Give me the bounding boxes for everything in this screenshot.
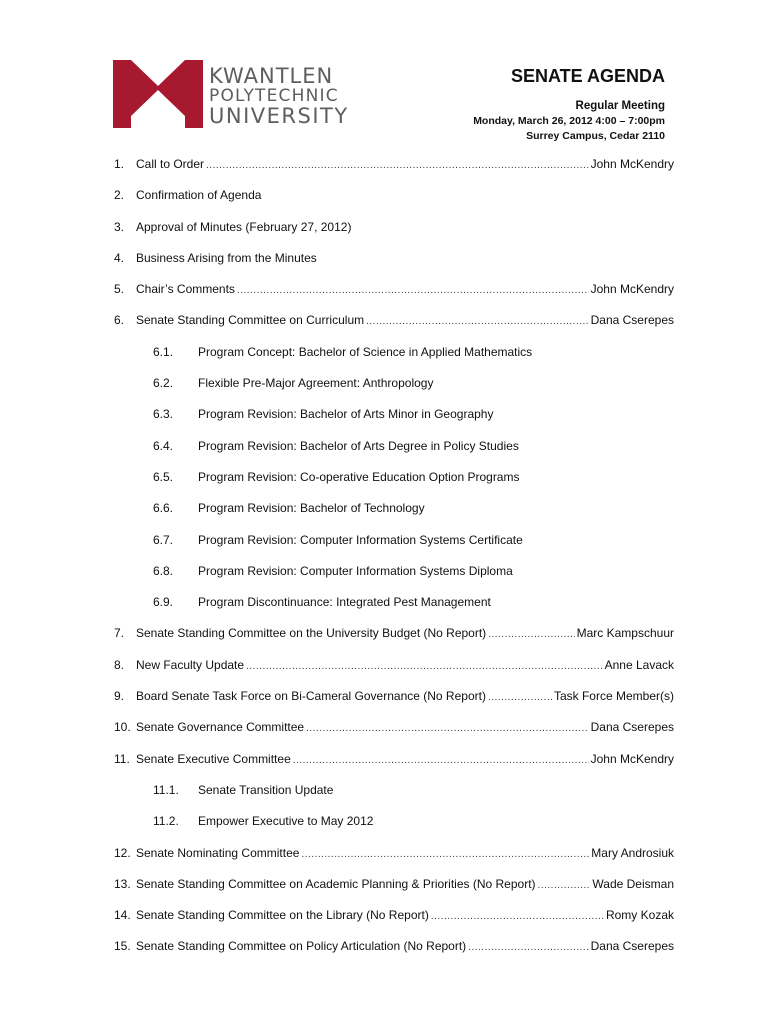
- agenda-item: [114, 624, 674, 655]
- agenda-item-title: Senate Nominating Committee: [136, 845, 300, 860]
- agenda-item-title: Business Arising from the Minutes: [136, 250, 317, 265]
- agenda-item-title: Program Revision: Bachelor of Arts Degree in Policy Studies: [198, 438, 519, 453]
- agenda-item-line: [136, 937, 674, 957]
- agenda-item: [114, 906, 674, 937]
- agenda-item-presenter: Mary Androsiuk: [591, 845, 674, 860]
- agenda-item-line: [198, 405, 674, 423]
- agenda-item: [114, 687, 674, 718]
- agenda-item-title: Program Revision: Bachelor of Arts Minor in Geography: [198, 407, 494, 422]
- meeting-type: Regular Meeting: [575, 100, 665, 112]
- agenda-item-title: Senate Standing Committee on the Library (No Report): [136, 908, 429, 923]
- agenda-item-title: Senate Standing Committee on Policy Articulation (No Report): [136, 939, 467, 954]
- agenda-item-title: Program Revision: Computer Information Systems Certificate: [198, 532, 523, 547]
- agenda-item-presenter: Romy Kozak: [605, 908, 674, 923]
- agenda-subitem: [114, 499, 674, 530]
- agenda-item-line: [198, 593, 674, 611]
- agenda-item: [114, 937, 674, 968]
- meeting-location: Surrey Campus, Cedar 2110: [526, 130, 665, 142]
- dot-leader: [468, 939, 588, 957]
- agenda-item: [114, 218, 674, 249]
- agenda-subitem: [114, 343, 674, 374]
- agenda-subitem: [114, 374, 674, 405]
- agenda-item-number: 2.: [114, 188, 125, 203]
- agenda-item-number: 11.2.: [153, 814, 179, 829]
- agenda-header: [473, 66, 665, 144]
- dot-leader: [246, 658, 603, 676]
- agenda-subitem: [114, 562, 674, 593]
- agenda-item: [114, 311, 674, 342]
- agenda-item-title: Senate Transition Update: [198, 782, 334, 797]
- agenda-item-line: [136, 249, 674, 267]
- agenda-item-number: 11.1.: [153, 782, 179, 797]
- agenda-item-number: 14.: [114, 908, 131, 923]
- agenda-item-line: [136, 155, 674, 175]
- dot-leader: [488, 626, 574, 644]
- agenda-item-number: 11.: [114, 751, 130, 766]
- dot-leader: [206, 157, 589, 175]
- agenda-item-number: 6.8.: [153, 563, 174, 578]
- agenda-item-presenter: John McKendry: [590, 157, 674, 171]
- agenda-item-number: 6.1.: [153, 344, 174, 359]
- agenda-item-line: [136, 218, 674, 236]
- agenda-item-line: [198, 812, 674, 830]
- meeting-datetime: Monday, March 26, 2012 4:00 – 7:00pm: [473, 115, 665, 127]
- agenda-item-number: 10.: [114, 720, 131, 735]
- dot-leader: [488, 689, 552, 707]
- agenda-item-number: 6.6.: [153, 501, 174, 516]
- agenda-item-line: [198, 468, 674, 486]
- dot-leader: [293, 752, 589, 770]
- agenda-item-title: Approval of Minutes (February 27, 2012): [136, 219, 352, 234]
- agenda-item: [114, 280, 674, 311]
- agenda-item-title: Program Concept: Bachelor of Science in Applied Mathematics: [198, 344, 533, 359]
- agenda-item-presenter: Marc Kampschuur: [576, 626, 674, 641]
- agenda-item-title: Board Senate Task Force on Bi-Cameral Governance (No Report): [136, 689, 486, 704]
- agenda-item-number: 9.: [114, 689, 125, 704]
- agenda-item-title: Chair’s Comments: [136, 282, 235, 297]
- agenda-item-title: Senate Standing Committee on Academic Planning & Priorities (No Report): [136, 876, 536, 891]
- agenda-item-line: [136, 906, 674, 926]
- page-title: SENATE AGENDA: [510, 66, 665, 86]
- logo-line-2: POLYTECHNIC: [209, 86, 339, 106]
- agenda-item: [114, 718, 674, 749]
- agenda-subitem: [114, 812, 674, 843]
- agenda-item: [114, 249, 674, 280]
- agenda-item-number: 4.: [114, 250, 125, 265]
- agenda-item-line: [198, 531, 674, 549]
- agenda-item-line: [198, 374, 674, 392]
- agenda-item-number: 6.3.: [153, 407, 174, 422]
- university-logo: [113, 60, 353, 130]
- agenda-item-title: Program Revision: Co-operative Education Option Programs: [198, 469, 520, 484]
- agenda-item-presenter: John McKendry: [590, 282, 674, 297]
- agenda-subitem: [114, 593, 674, 624]
- agenda-item: [114, 186, 674, 217]
- agenda-item-line: [136, 875, 674, 895]
- agenda-item-line: [136, 311, 674, 331]
- agenda-item-line: [198, 343, 674, 361]
- agenda-item-title: Empower Executive to May 2012: [198, 814, 374, 829]
- agenda-item-title: Confirmation of Agenda: [136, 188, 262, 203]
- agenda-item-number: 3.: [114, 219, 125, 234]
- agenda-item-number: 13.: [114, 876, 131, 891]
- dot-leader: [301, 846, 589, 864]
- agenda-item-title: Senate Executive Committee: [136, 751, 291, 766]
- agenda-item: [114, 656, 674, 687]
- agenda-item-title: Flexible Pre-Major Agreement: Anthropology: [198, 376, 434, 391]
- dot-leader: [431, 908, 604, 926]
- agenda-item-line: [136, 656, 674, 676]
- agenda-item-presenter: Anne Lavack: [604, 657, 674, 672]
- agenda-item: [114, 844, 674, 875]
- agenda-item-presenter: Task Force Member(s): [553, 689, 674, 704]
- agenda-item-number: 6.2.: [153, 376, 174, 391]
- agenda-item-number: 5.: [114, 282, 125, 297]
- agenda-subitem: [114, 781, 674, 812]
- agenda-subitem: [114, 468, 674, 499]
- agenda-item-line: [198, 499, 674, 517]
- dot-leader: [306, 720, 589, 738]
- agenda-item-number: 6.: [114, 313, 125, 328]
- agenda-item-line: [136, 750, 674, 770]
- kwantlen-k-logo-icon: [113, 60, 203, 128]
- agenda-list: [114, 155, 674, 969]
- agenda-item-title: New Faculty Update: [136, 657, 245, 672]
- agenda-subitem: [114, 531, 674, 562]
- agenda-item-number: 6.5.: [153, 469, 174, 484]
- agenda-item-number: 12.: [114, 845, 131, 860]
- agenda-item-presenter: Dana Cserepes: [590, 313, 674, 328]
- agenda-item-presenter: Dana Cserepes: [590, 939, 674, 954]
- agenda-item-presenter: Dana Cserepes: [590, 720, 674, 735]
- agenda-item-title: Call to Order: [136, 157, 205, 171]
- agenda-item-number: 6.9.: [153, 595, 174, 610]
- agenda-item-line: [198, 781, 674, 799]
- logo-wordmark: [209, 66, 349, 126]
- agenda-item-line: [136, 844, 674, 864]
- dot-leader: [366, 313, 588, 331]
- logo-line-3: UNIVERSITY: [209, 104, 349, 128]
- agenda-item-presenter: John McKendry: [590, 751, 674, 766]
- agenda-item: [114, 155, 674, 186]
- agenda-subitem: [114, 437, 674, 468]
- agenda-item-line: [136, 687, 674, 707]
- dot-leader: [237, 282, 589, 300]
- agenda-item: [114, 750, 674, 781]
- agenda-item-title: Senate Standing Committee on the University Budget (No Report): [136, 626, 487, 641]
- agenda-item-title: Senate Governance Committee: [136, 720, 305, 735]
- dot-leader: [538, 877, 591, 895]
- agenda-subitem: [114, 405, 674, 436]
- agenda-item-line: [136, 186, 674, 204]
- agenda-item-line: [136, 624, 674, 644]
- agenda-item-number: 1.: [114, 157, 125, 171]
- agenda-item-line: [198, 437, 674, 455]
- agenda-item-number: 7.: [114, 626, 125, 641]
- agenda-item-number: 6.7.: [153, 532, 174, 547]
- agenda-item-number: 6.4.: [153, 438, 174, 453]
- agenda-item-line: [136, 718, 674, 738]
- agenda-item: [114, 875, 674, 906]
- agenda-item-title: Program Revision: Bachelor of Technology: [198, 501, 425, 516]
- agenda-item-title: Program Discontinuance: Integrated Pest Management: [198, 595, 491, 610]
- agenda-item-line: [198, 562, 674, 580]
- agenda-item-line: [136, 280, 674, 300]
- agenda-item-title: Senate Standing Committee on Curriculum: [136, 313, 365, 328]
- agenda-item-number: 15.: [114, 939, 131, 954]
- agenda-item-title: Program Revision: Computer Information Systems Diploma: [198, 563, 513, 578]
- agenda-item-presenter: Wade Deisman: [592, 876, 674, 891]
- agenda-item-number: 8.: [114, 657, 125, 672]
- logo-line-1: KWANTLEN: [209, 64, 334, 88]
